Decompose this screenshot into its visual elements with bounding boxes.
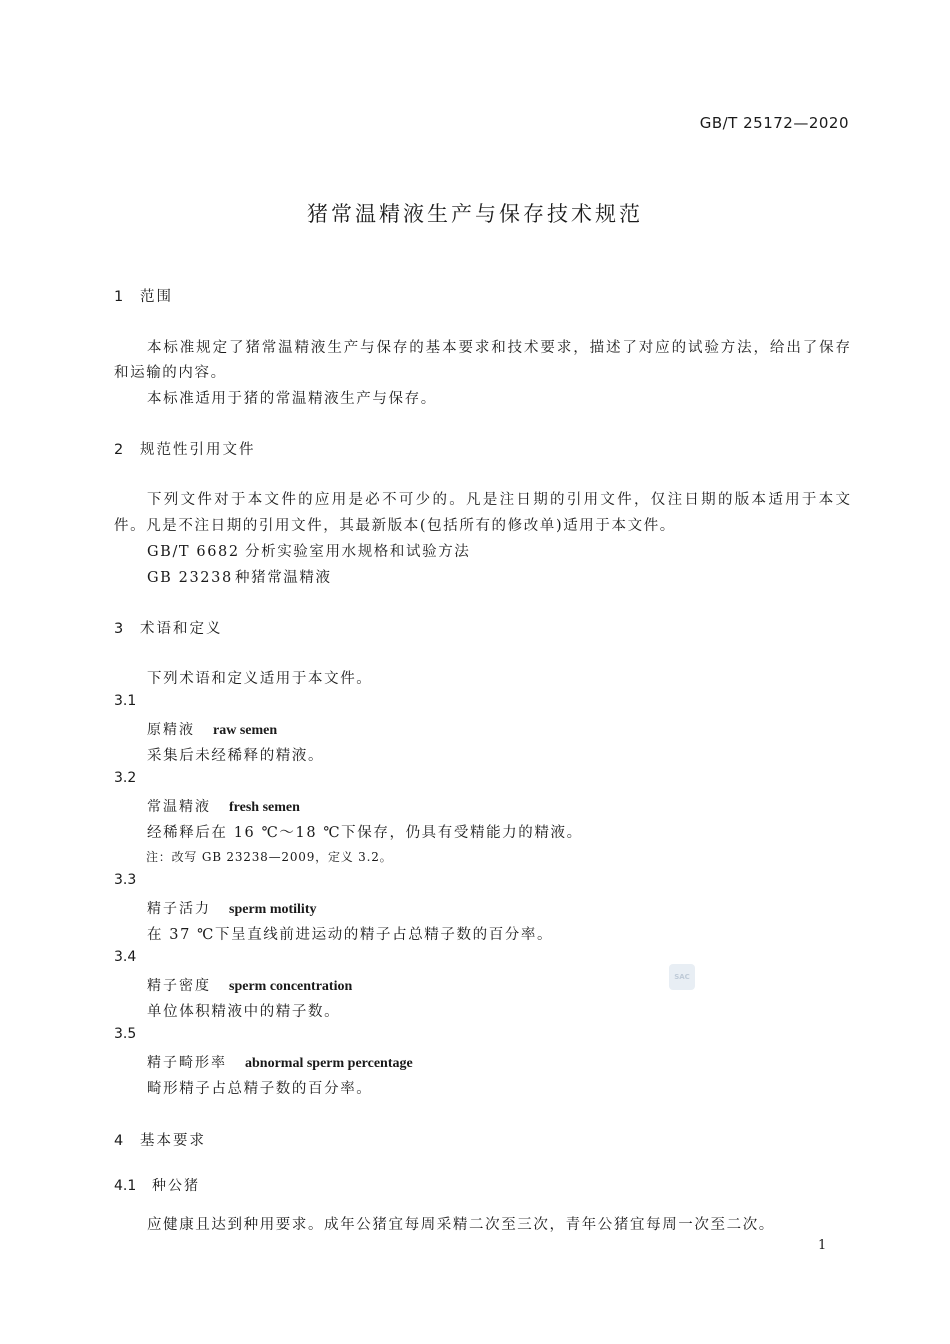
term-zh: 精子畸形率 (147, 1055, 227, 1071)
section-heading-2 (114, 438, 256, 459)
term-en: sperm motility (229, 902, 317, 917)
term-en: fresh semen (229, 800, 300, 815)
term-heading (147, 719, 277, 739)
paragraph: 下列术语和定义适用于本文件。 (147, 671, 373, 687)
term-number: 3.1 (114, 693, 137, 709)
reference-code: GB 23238 (147, 570, 233, 586)
paragraph: 本标准适用于猪的常温精液生产与保存。 (147, 391, 437, 407)
section-heading-3 (114, 617, 223, 638)
term-en: sperm concentration (229, 979, 353, 994)
section-title: 基本要求 (140, 1133, 206, 1149)
term-heading (147, 1052, 413, 1072)
term-definition: 畸形精子占总精子数的百分率。 (147, 1081, 373, 1097)
reference-item (147, 540, 470, 561)
paragraph: 应健康且达到种用要求。成年公猪宜每周采精二次至三次，青年公猪宜每周一次至二次。 (147, 1217, 775, 1233)
reference-name: 分析实验室用水规格和试验方法 (245, 544, 471, 560)
term-definition: 单位体积精液中的精子数。 (147, 1004, 341, 1020)
term-zh: 原精液 (147, 722, 195, 738)
sac-watermark-logo: SAC (669, 964, 695, 990)
term-en: abnormal sperm percentage (245, 1056, 413, 1071)
term-en: raw semen (213, 723, 278, 738)
term-definition: 采集后未经稀释的精液。 (147, 748, 325, 764)
reference-name: 种猪常温精液 (235, 570, 332, 586)
page-number: 1 (818, 1238, 827, 1253)
section-title: 范围 (140, 289, 173, 305)
section-title: 规范性引用文件 (140, 442, 256, 458)
section-number: 1 (114, 289, 126, 305)
reference-code: GB/T 6682 (147, 544, 240, 560)
term-number: 3.3 (114, 872, 137, 888)
document-title: 猪常温精液生产与保存技术规范 (307, 202, 643, 226)
section-number: 3 (114, 621, 126, 637)
term-definition: 经稀释后在 16 ℃～18 ℃下保存，仍具有受精能力的精液。 (147, 825, 583, 841)
term-number: 3.4 (114, 949, 137, 965)
section-number: 2 (114, 442, 126, 458)
subsection-heading (114, 1175, 200, 1195)
paragraph-line: 和运输的内容。 (114, 365, 227, 381)
term-definition: 在 37 ℃下呈直线前进运动的精子占总精子数的百分率。 (147, 927, 554, 943)
paragraph-line: 下列文件对于本文件的应用是必不可少的。凡是注日期的引用文件，仅注日期的版本适用于本文 (147, 492, 850, 508)
term-heading (147, 796, 300, 816)
paragraph-line: 本标准规定了猪常温精液生产与保存的基本要求和技术要求，描述了对应的试验方法，给出了保存 (147, 340, 850, 356)
reference-item (147, 566, 332, 587)
term-number: 3.5 (114, 1026, 137, 1042)
term-zh: 精子活力 (147, 901, 211, 917)
term-heading (147, 898, 316, 918)
term-number: 3.2 (114, 770, 137, 786)
section-title: 术语和定义 (140, 621, 223, 637)
term-note: 注：改写 GB 23238—2009，定义 3.2。 (146, 850, 393, 864)
subsection-number: 4.1 (114, 1178, 137, 1194)
standard-number: GB/T 25172—2020 (699, 114, 849, 132)
paragraph-line: 件。凡是不注日期的引用文件，其最新版本(包括所有的修改单)适用于本文件。 (114, 518, 676, 534)
term-heading (147, 975, 352, 995)
section-heading-4 (114, 1129, 206, 1150)
subsection-title: 种公猪 (152, 1178, 200, 1194)
term-zh: 精子密度 (147, 978, 211, 994)
section-heading-1 (114, 285, 173, 306)
term-zh: 常温精液 (147, 799, 211, 815)
section-number: 4 (114, 1133, 126, 1149)
